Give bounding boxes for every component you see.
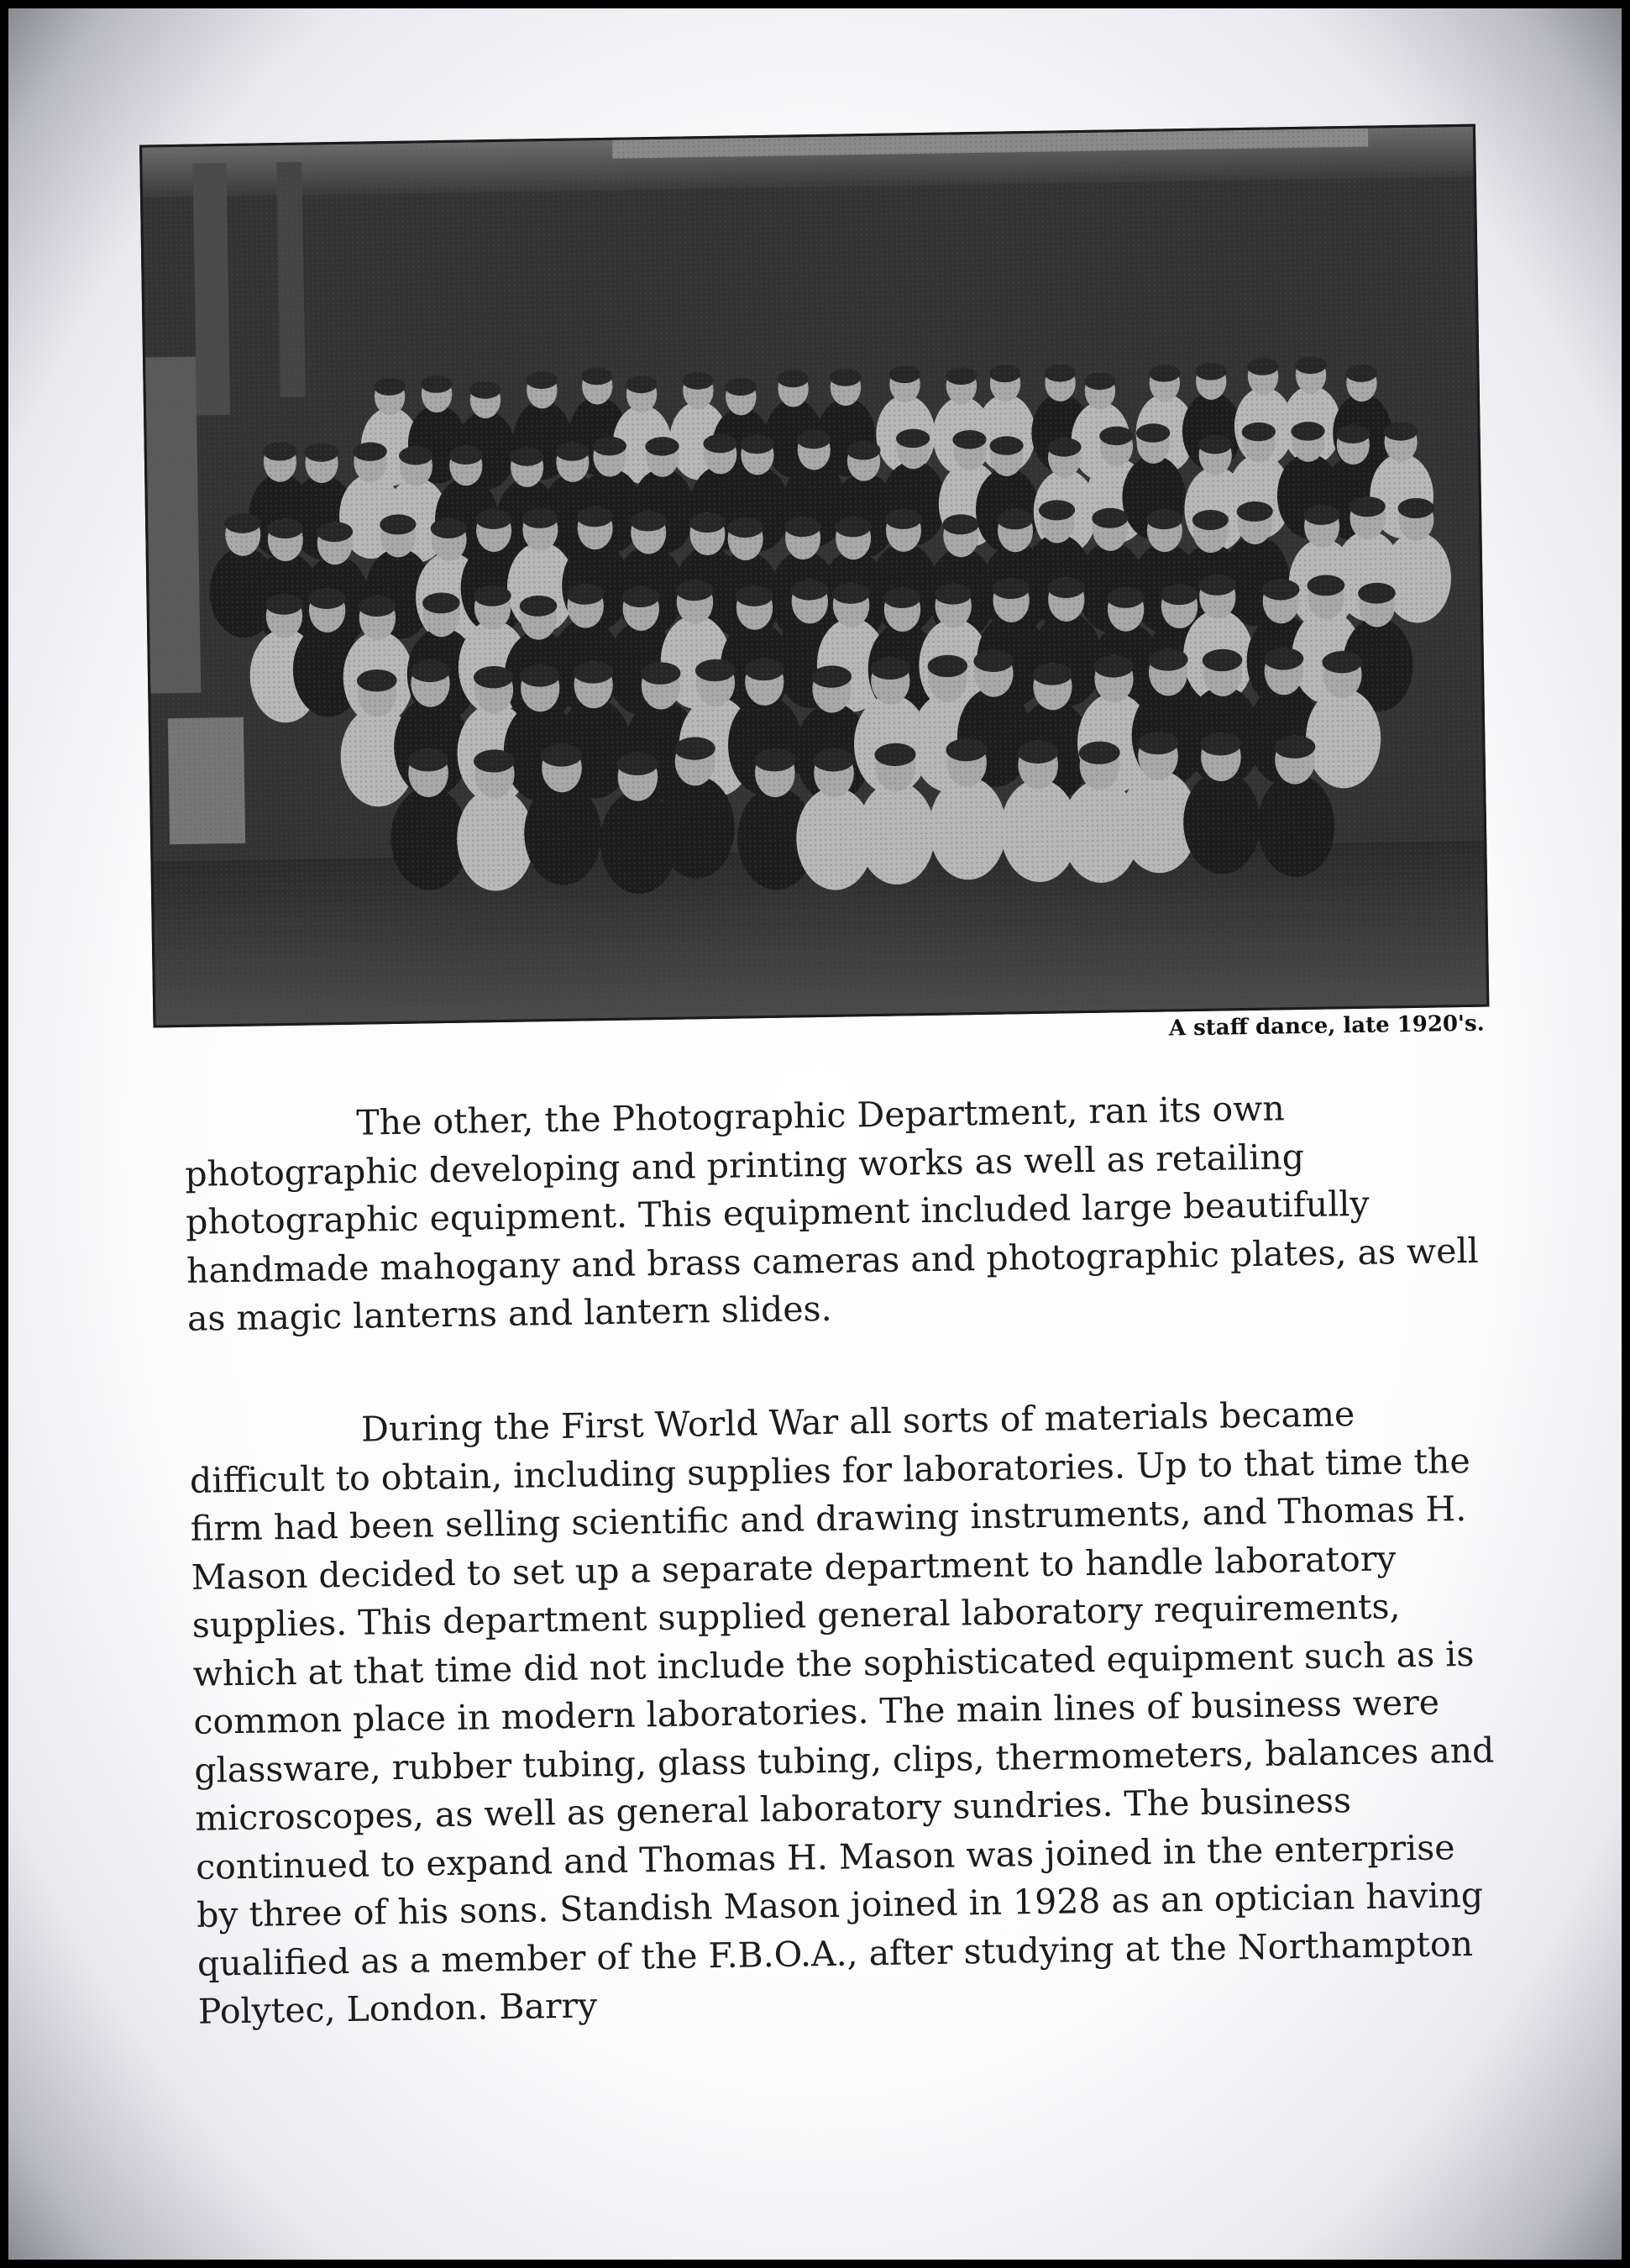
photo-caption: A staff dance, late 1920's.	[1168, 1011, 1485, 1042]
staff-dance-photograph	[139, 124, 1489, 1028]
paragraph-1-text: The other, the Photographic Department, ran its own photographic developing and printing works as well as retailing photographic equipment. This equipment included large beautifully handmade mahogany and brass cameras and photographic plates, as well as magic lanterns and lantern slides.	[184, 1088, 1479, 1339]
scanned-page-frame	[8, 8, 1622, 2260]
document-page	[134, 73, 1528, 2244]
paragraph-laboratory-supplies	[189, 1388, 1509, 2036]
paragraph-2-text: During the First World War all sorts of materials became difficult to obtain, including supplies for laboratories. Up to that time the firm had been selling scientific and drawing instruments, and Thomas H. Mason decided to set up a separate department to handle laboratory supplies. This department supplied general laboratory requirements, which at that time did not include the sophisticated equipment such as is common place in modern laboratories. The main lines of business were glassware, rubber tubing, glass tubing, clips, thermometers, balances and microscopes, as well as general laboratory sundries. The business continued to expand and Thomas H. Mason was joined in the enterprise by three of his sons. Standish Mason joined in 1928 as an optician having qualified as a member of the F.B.O.A., after studying at the Northampton Polytec, London. Barry	[189, 1394, 1495, 2032]
paragraph-photographic-department	[184, 1081, 1497, 1343]
photograph-image	[142, 127, 1486, 1026]
paragraph-indent	[189, 1441, 361, 1444]
paragraph-indent	[185, 1135, 357, 1137]
